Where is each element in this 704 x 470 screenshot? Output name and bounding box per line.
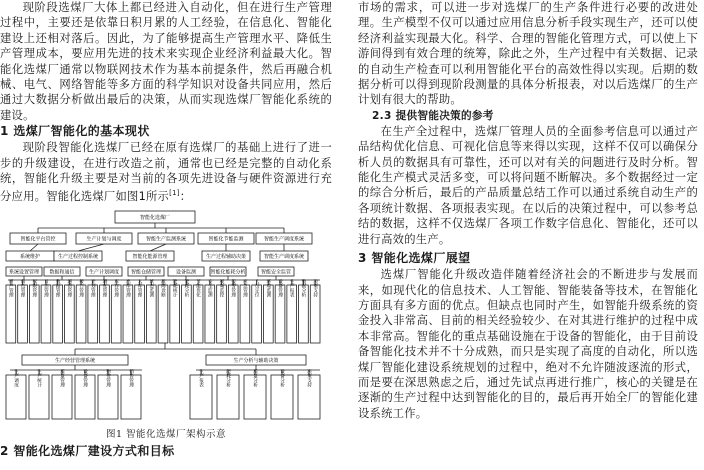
section-2-3-heading: 2.3 提供智能决策的参考 (372, 109, 494, 122)
citation-1: [1] (169, 189, 180, 198)
figure-function-box (6, 277, 16, 342)
figure-bottom-left-item-label: 物资管理 (105, 368, 111, 387)
figure-bottom-left-box-label: 生产经营管理系统 (54, 357, 96, 364)
figure-level2-box-label: 系统维护 (19, 253, 41, 260)
figure-function-box (18, 277, 28, 342)
figure-bottom-left-item-label: 销售管理 (128, 368, 134, 387)
figure-bottom-left-item (121, 367, 141, 418)
figure-bottom-right-box-label: 生产分析与辅助决策 (233, 357, 279, 364)
figure-level1-box-label: 智能生产监测系统 (145, 235, 187, 242)
left-paragraph-2-end: ： (179, 190, 192, 204)
figure-function-box (287, 277, 297, 342)
figure-bottom-left-item-label: 设备管理 (82, 368, 88, 387)
left-paragraph-2 (0, 140, 332, 204)
figure-function-box-label: 环境监测 (265, 278, 271, 297)
figure-bottom-left-box (22, 355, 128, 365)
section-1-heading: 1 选煤厂智能化的基本现状 (0, 124, 150, 139)
figure-level2-box (202, 251, 250, 261)
figure-bottom-left-item-label: 生产调度 (13, 368, 19, 387)
figure-bottom-right-item-label: 生产报表 (198, 368, 204, 387)
figure-bottom-right-item (190, 367, 212, 418)
figure-function-box-label: 入库管理 (137, 278, 143, 297)
figure-level1-box-label: 智能化平台管控 (20, 235, 56, 242)
figure-function-box (135, 277, 145, 342)
figure-level1-box (138, 233, 194, 244)
figure-function-box-label: 角色管理 (20, 278, 26, 297)
figure-function-box-label: 用户管理 (8, 278, 14, 297)
figure-bottom-right-item-label: 质量分析 (252, 368, 258, 387)
figure-level1-box (198, 233, 254, 244)
figure-level2-box (126, 251, 174, 261)
figure-level3-box (258, 267, 294, 276)
figure-function-box (182, 277, 192, 342)
figure-function-box (41, 277, 51, 342)
figure-function-box (252, 277, 262, 342)
figure-level3-box (210, 267, 246, 276)
figure-caption: 图1 智能化选煤厂架构示意 (105, 428, 227, 440)
figure-bottom-right-item (271, 367, 293, 418)
figure-level2-box (260, 251, 308, 261)
figure-function-box-label: 计划管理 (90, 278, 96, 297)
figure-level1-box-label: 生产计划与调度 (86, 235, 122, 242)
figure-bottom-right-item (298, 367, 320, 418)
figure-level3-box-label: 智能仓储管理 (130, 268, 162, 275)
figure-function-box-label: 日志管理 (43, 278, 49, 297)
figure-bottom-left-item (75, 367, 95, 418)
figure-function-box (123, 277, 133, 342)
figure-level2-box-label: 智能生产调度系统 (263, 253, 305, 260)
figure-function-box (53, 277, 63, 342)
figure-function-box-label: 库存管理 (113, 278, 119, 297)
architecture-figure (0, 209, 330, 425)
figure-level3-box-label: 智能安全监管 (260, 268, 292, 275)
figure-bottom-left-item-label: 质量管理 (59, 368, 65, 387)
figure-level2-box (6, 251, 54, 261)
figure-function-box (228, 277, 238, 342)
figure-bottom-left-item (6, 367, 26, 418)
right-paragraph-3: 选煤厂智能化升级改造伴随着经济社会的不断进步与发展而来，如现代化的信息技术、人工智能、智能装备等技术，在智能化方面具有多方面的优点。但缺点也同时产生，如智能升级系统的资金投入非常高、目前的相关经验较少、在对其进行维护的过程中成本非常高。智能化的重点基础设施在于设备的智能化，由于目前设备智能化技术并不十分成熟，而只是实现了高度的自动化，所以选煤厂智能化建设系统规划的过程中，绝对不允许随波逐流的形式，而是要在深思熟虑之后，通过先试点再进行推广，核心的关键是在逐渐的生产过程中达到智能化的目的，最后再开始全厂的智能化建设系统工作。 (358, 268, 698, 420)
figure-function-box-label: 安全监测 (207, 278, 213, 297)
figure-root-box-label: 智能化选煤厂 (139, 214, 171, 221)
figure-function-box (299, 277, 309, 342)
figure-function-box (88, 277, 98, 342)
figure-function-box (170, 277, 180, 342)
connector-line (30, 244, 38, 251)
figure-function-box-label: 通信管理 (66, 278, 72, 297)
right-column (358, 0, 698, 421)
figure-function-box (275, 277, 285, 342)
figure-root-box (115, 211, 195, 223)
figure-function-box-label: 设备管理 (277, 278, 283, 297)
right-paragraph-2: 在生产全过程中，选煤厂管理人员的全面参考信息可以通过产品结构优化信息、可视化信息等来得以实现，这样不仅可以确保分析人员的数据具有可靠性，还可以对有关的问题进行及时分析。智能化生产模式灵活多变，可以将问题不断解决。多个数据经过一定的综合分析后，最后的产品质量总结工作可以通过系统自动生产的各项统计数据、各项报表实现。在以后的决策过程中，可以参考总结的数据，这样不仅选煤厂各项工作数字信息化、智能化，还可以进行高效的生产。 (358, 124, 698, 246)
figure-function-box-label: 状态监测 (148, 278, 154, 297)
connector-line (78, 244, 104, 251)
figure-function-box (111, 277, 121, 342)
figure-level1-box-label: 智能生产调度系统 (263, 235, 305, 242)
figure-function-box (146, 277, 156, 342)
figure-level2-box-label: 智能化能源管理 (132, 253, 168, 260)
figure-function-box-label: 生产报表 (289, 278, 295, 297)
figure-boxes (6, 211, 320, 419)
section-2-heading: 2 智能化选煤厂建设方式和目标 (0, 443, 175, 458)
figure-function-box (158, 277, 168, 342)
figure-function-box (100, 277, 110, 342)
figure-level1-box-label: 智能化节能监测 (208, 235, 244, 242)
figure-function-box-label: 数据管理 (55, 278, 61, 297)
figure-function-box-label: 视频监控 (219, 278, 225, 297)
figure-function-box-label: 应急管理 (242, 278, 248, 297)
figure-bottom-right-item-label: 设备分析 (279, 368, 285, 387)
figure-function-box-label: 人员定位 (254, 278, 260, 297)
figure-bottom-right-item-label: 决策支持 (306, 368, 312, 387)
figure-level3-box (6, 267, 42, 276)
figure-level2-box-label: 生产过程控制系统 (57, 253, 99, 260)
figure-function-box (29, 277, 39, 342)
figure-function-box-label: 节能优化 (195, 278, 201, 297)
figure-function-box-label: 能耗统计 (172, 278, 178, 297)
figure-function-box-label: 数据分析 (300, 278, 306, 297)
figure-function-box-label: 权限管理 (31, 278, 37, 297)
figure-function-box (65, 277, 75, 342)
figure-level2-box-label: 生产过程辅助决策 (205, 253, 247, 260)
figure-function-box (76, 277, 86, 342)
left-paragraph-2-text: 现阶段智能化选煤厂已经在原有选煤厂的基础上进行了进一步的升级建设，在进行改造之前，通常也已经是完整的自动化系统，智能化升级主要是对当前的各项先进设备与硬件资源进行充分应用。智能化选煤厂如图1所示 (0, 141, 332, 204)
figure-level2-box (54, 251, 102, 261)
figure-function-box-label: 报警管理 (230, 278, 236, 297)
figure-bottom-right-item (244, 367, 266, 418)
figure-function-box (205, 277, 215, 342)
figure-function-box (310, 277, 320, 342)
figure-function-box (217, 277, 227, 342)
figure-level1-box (256, 233, 312, 244)
figure-level3-box-label: 智能化能耗分析 (210, 268, 246, 275)
figure-bottom-right-item (217, 367, 239, 418)
figure-bottom-left-item (52, 367, 72, 418)
left-column (0, 0, 332, 460)
figure-function-box-label: 出库管理 (125, 278, 131, 297)
figure-bottom-right-box (206, 355, 306, 365)
figure-level3-box (86, 267, 122, 276)
figure-level1-box (76, 233, 132, 244)
figure-function-box (193, 277, 203, 342)
figure-function-box-label: 能耗分析 (183, 278, 189, 297)
figure-level1-box (10, 233, 66, 244)
figure-function-box-label: 接口管理 (78, 278, 84, 297)
figure-level3-box-label: 生产计划调度 (88, 268, 120, 275)
figure-function-box (263, 277, 273, 342)
figure-level3-box-label: 数据和通信 (49, 268, 75, 275)
right-paragraph-1: 市场的需求，可以进一步对选煤厂的生产条件进行必要的改进处理。生产模型不仅可以通过应用信息分析手段实现生产，还可以使经济利益实现最大化。科学、合理的智能化管理方式，可以使上下游间得到有效合理的统筹，除此之外，生产过程中有关数据、记录的自动生产检查可以利用智能化平台的高效性得以实现。后期的数据分析可以得到现阶段测量的具体分析报表，对以后选煤厂的生产计划有很大的帮助。 (358, 1, 698, 107)
figure-function-box-label: 故障诊断 (160, 278, 166, 297)
figure-bottom-left-item (29, 367, 49, 418)
figure-function-box-label: 调度管理 (101, 278, 107, 297)
figure-bottom-left-item (98, 367, 118, 418)
figure-level3-box (168, 267, 204, 276)
figure-bottom-left-item-label: 生产统计 (36, 368, 42, 387)
left-paragraph-1: 现阶段选煤厂大体上都已经进入自动化，但在进行生产管理过程中，主要还是依靠日积月累的人工经验，在信息化、智能化建设上还相对落后。因此，为了能够提高生产管理水平、降低生产管理成本，要应用先进的技术来实现企业经济利益最大化。智能化选煤厂通常以物联网技术作为基本前提条件，然后再融合机械、电气、网络智能等多方面的科学知识对设备共同应用，然后通过大数据分析做出最后的决策，从而实现选煤厂智能化系统的建设。 (0, 1, 332, 122)
figure-function-box (240, 277, 250, 342)
figure-bottom-right-item-label: 能耗分析 (225, 368, 231, 387)
figure-level3-box (128, 267, 164, 276)
connector-line (150, 244, 166, 251)
section-3-heading: 3 智能化选煤厂展望 (358, 251, 471, 266)
figure-function-box-label: 决策支持 (312, 278, 318, 297)
figure-level3-box (44, 267, 80, 276)
figure-level3-box-label: 设备监测 (175, 268, 197, 275)
figure-level3-box-label: 系统设置管理 (8, 268, 40, 275)
